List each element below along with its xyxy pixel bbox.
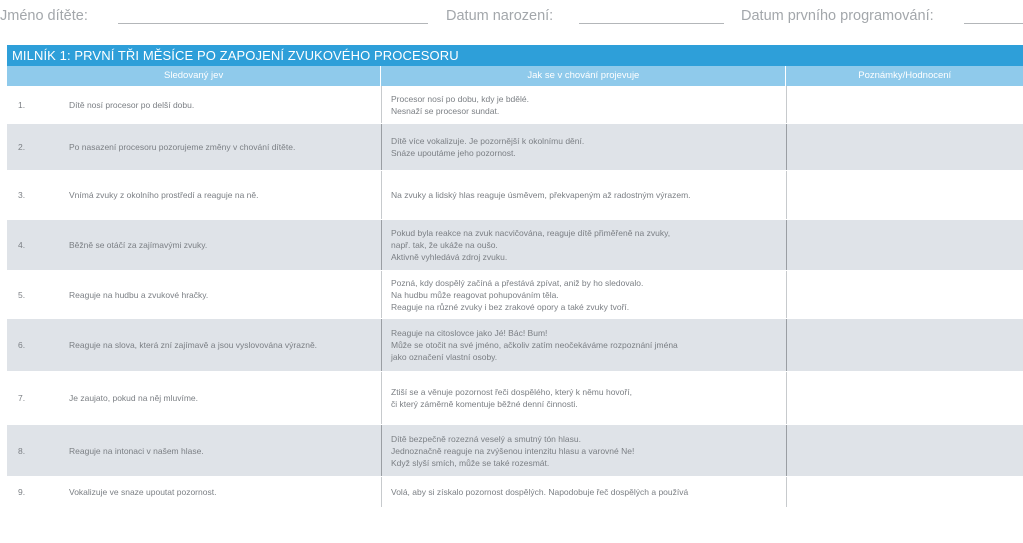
row-phenomenon: Dítě nosí procesor po delší dobu. <box>69 99 195 110</box>
form-header <box>0 0 1023 40</box>
notes-cell[interactable] <box>786 171 1023 219</box>
row-phenomenon: Po nasazení procesoru pozorujeme změny v chování dítěte. <box>69 142 296 152</box>
column-header-behavior: Jak se v chování projevuje <box>380 66 785 86</box>
table-title: MILNÍK 1: PRVNÍ TŘI MĚSÍCE PO ZAPOJENÍ ZVUKOVÉHO PROCESORU <box>7 45 1023 66</box>
behavior-line: či který záměrně komentuje běžné denní činnosti. <box>391 399 578 409</box>
row-number: 1. <box>18 99 26 110</box>
behavior-line: Může se otočit na své jméno, ačkoliv zatím neočekáváme rozpoznání jména <box>391 340 678 350</box>
row-phenomenon: Reaguje na slova, která zní zajímavě a jsou vyslovována výrazně. <box>69 340 318 350</box>
row-number: 6. <box>18 340 26 350</box>
child-name-label: Jméno dítěte: <box>0 8 88 24</box>
behavior-line: Pozná, kdy dospělý začíná a přestává zpívat, aniž by ho sledovalo. <box>391 277 644 288</box>
first-programming-label: Datum prvního programování: <box>741 8 934 24</box>
birth-date-field[interactable] <box>579 23 724 24</box>
notes-cell[interactable] <box>786 477 1023 507</box>
notes-cell[interactable] <box>786 220 1023 270</box>
table-row <box>7 425 1023 477</box>
behavior-line: Na zvuky a lidský hlas reaguje úsměvem, překvapeným až radostným výrazem. <box>391 190 691 200</box>
row-phenomenon: Je zaujato, pokud na něj mluvíme. <box>69 393 198 403</box>
table-row <box>7 477 1023 508</box>
behavior-line: např. tak, že ukáže na oušo. <box>391 240 498 250</box>
row-number: 2. <box>18 142 26 152</box>
behavior-line: Snáze upoutáme jeho pozornost. <box>391 148 516 158</box>
row-number: 8. <box>18 445 26 456</box>
behavior-line: Procesor nosí po dobu, kdy je bdělé. <box>391 93 529 104</box>
behavior-line: Reaguje na citoslovce jako Jé! Bác! Bum! <box>391 328 548 338</box>
behavior-line: Jednoznačně reaguje na zvýšenou intenzitu hlasu a varovné Ne! <box>391 445 635 456</box>
table-row <box>7 124 1023 171</box>
first-programming-field[interactable] <box>964 23 1023 24</box>
row-phenomenon: Vnímá zvuky z okolního prostředí a reaguje na ně. <box>69 190 259 200</box>
table-row <box>7 220 1023 271</box>
table-row <box>7 86 1023 124</box>
birth-date-label: Datum narození: <box>446 8 554 24</box>
table-row <box>7 319 1023 372</box>
row-phenomenon: Reaguje na hudbu a zvukové hračky. <box>69 289 209 300</box>
table-row <box>7 271 1023 319</box>
row-number: 7. <box>18 393 26 403</box>
behavior-line: Na hudbu může reagovat pohupováním těla. <box>391 289 559 300</box>
notes-cell[interactable] <box>786 271 1023 318</box>
column-header-phenomenon: Sledovaný jev <box>164 70 224 81</box>
row-number: 5. <box>18 289 26 300</box>
behavior-line: Nesnaží se procesor sundat. <box>391 105 500 116</box>
behavior-line: Dítě více vokalizuje. Je pozornější k okolnímu dění. <box>391 136 585 146</box>
behavior-line: Reaguje na různé zvuky i bez zrakové opory a také zvuky tvoří. <box>391 301 630 312</box>
row-number: 9. <box>18 487 26 497</box>
table-row <box>7 372 1023 425</box>
column-header-notes: Poznámky/Hodnocení <box>785 66 1023 86</box>
table-header-row <box>7 66 1023 86</box>
notes-cell[interactable] <box>786 319 1023 371</box>
row-phenomenon: Běžně se otáčí za zajímavými zvuky. <box>69 240 208 250</box>
behavior-line: Když slyší smích, může se také rozesmát. <box>391 457 550 468</box>
row-number: 4. <box>18 240 26 250</box>
row-phenomenon: Vokalizuje ve snaze upoutat pozornost. <box>69 487 217 497</box>
behavior-line: Volá, aby si získalo pozornost dospělých. Napodobuje řeč dospělých a používá <box>391 487 689 497</box>
child-name-field[interactable] <box>118 23 428 24</box>
behavior-line: jako označení vlastní osoby. <box>391 352 498 362</box>
row-phenomenon: Reaguje na intonaci v našem hlase. <box>69 445 204 456</box>
behavior-line: Aktivně vyhledává zdroj zvuku. <box>391 252 508 262</box>
behavior-line: Ztiší se a věnuje pozornost řeči dospělého, který k němu hovoří, <box>391 387 632 397</box>
notes-cell[interactable] <box>786 372 1023 424</box>
row-number: 3. <box>18 190 26 200</box>
notes-cell[interactable] <box>786 86 1023 123</box>
milestone-table <box>7 45 1023 508</box>
notes-cell[interactable] <box>786 124 1023 170</box>
behavior-line: Dítě bezpečně rozezná veselý a smutný tón hlasu. <box>391 433 581 444</box>
table-row <box>7 171 1023 220</box>
behavior-line: Pokud byla reakce na zvuk nacvičována, reaguje dítě přiměřeně na zvuky, <box>391 228 671 238</box>
notes-cell[interactable] <box>786 425 1023 476</box>
